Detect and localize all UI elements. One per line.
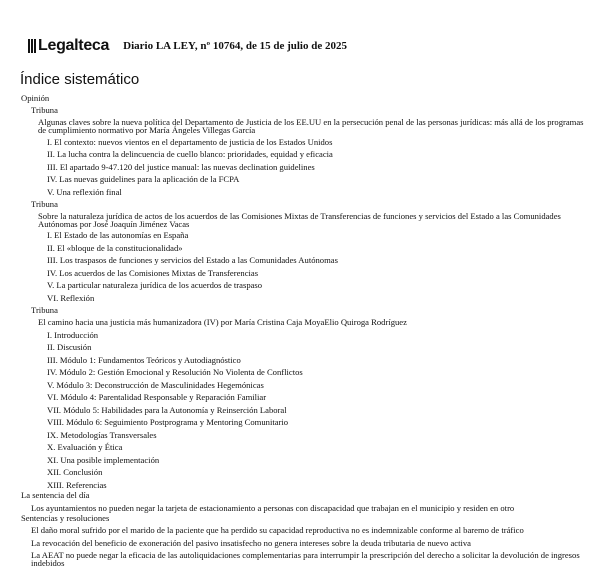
article-link[interactable]: La revocación del beneficio de exoneración del pasivo insatisfecho no genera intereses sobre la deuda tributaria de nuevo activa (31, 537, 472, 548)
article-item[interactable]: I. El Estado de las autonomías en España (47, 230, 189, 241)
article-link[interactable]: La AEAT no puede negar la eficacia de las autoliquidaciones complementarias para interrumpir la prescripción del derecho a solicitar la devolución de ingresos indebidos (31, 550, 580, 569)
legalteca-logo[interactable] (28, 38, 109, 54)
logo-bars-icon (28, 39, 36, 53)
article-item[interactable]: I. Introducción (47, 329, 99, 340)
article-item[interactable]: IX. Metodologías Transversales (47, 429, 157, 440)
article-item[interactable]: V. Una reflexión final (47, 186, 122, 197)
article-item[interactable]: II. El «bloque de la constitucionalidad» (47, 242, 183, 253)
logo-text: Legalteca (38, 37, 110, 54)
article-item[interactable]: III. Módulo 1: Fundamentos Teóricos y Autodiagnóstico (47, 354, 241, 365)
article-item[interactable]: VII. Módulo 5: Habilidades para la Autonomía y Reinserción Laboral (47, 404, 287, 415)
article-item[interactable]: V. La particular naturaleza jurídica de los acuerdos de traspaso (47, 280, 263, 291)
article-item[interactable]: VIII. Módulo 6: Seguimiento Postprograma y Mentoring Comunitario (47, 417, 289, 428)
document-header (28, 36, 347, 56)
journal-issue: Diario LA LEY, nº 10764, de 15 de julio de 2025 (123, 40, 347, 52)
index-content (0, 93, 606, 567)
page-title: Índice sistemático (20, 71, 140, 88)
subsection-tribuna: Tribuna (31, 305, 58, 316)
section-sentencia-del-dia: La sentencia del día (21, 490, 90, 501)
article-item[interactable]: VI. Reflexión (47, 292, 95, 303)
article-item[interactable]: XII. Conclusión (47, 467, 103, 478)
section-sentencias: Sentencias y resoluciones (21, 512, 110, 523)
article-item[interactable]: IV. Las nuevas guidelines para la aplicación de la FCPA (47, 174, 240, 185)
article-item[interactable]: IV. Módulo 2: Gestión Emocional y Resolución No Violenta de Conflictos (47, 367, 303, 378)
article-link[interactable]: Sobre la naturaleza jurídica de actos de los acuerdos de las Comisiones Mixtas de Transferencias de funciones y servicios del Estado a las Comunidades Autónomas por José Joaquín Jiménez Vacas (38, 211, 561, 230)
article-link[interactable]: Algunas claves sobre la nueva política del Departamento de Justicia de los EE.UU en la persecución penal de las personas jurídicas: más allá de los programas de cumplimiento normativo por María Ángeles Villegas García (38, 117, 584, 136)
section-opinion: Opinión (21, 93, 50, 103)
subsection-tribuna: Tribuna (31, 198, 58, 209)
article-item[interactable]: V. Módulo 3: Deconstrucción de Masculinidades Hegemónicas (47, 379, 264, 390)
article-item[interactable]: X. Evaluación y Ética (47, 442, 123, 453)
article-link[interactable]: El daño moral sufrido por el marido de la paciente que ha perdido su capacidad reproductiva no es indemnizable conforme al baremo de tráfico (31, 525, 524, 536)
article-item[interactable]: II. Discusión (47, 342, 92, 353)
article-item[interactable]: VI. Módulo 4: Parentalidad Responsable y Reparación Familiar (47, 392, 267, 403)
article-item[interactable]: I. El contexto: nuevos vientos en el departamento de justicia de los Estados Unidos (47, 136, 333, 147)
article-item[interactable]: III. Los traspasos de funciones y servicios del Estado a las Comunidades Autónomas (47, 255, 338, 266)
article-item[interactable]: II. La lucha contra la delincuencia de cuello blanco: prioridades, equidad y eficacia (47, 149, 333, 160)
article-item[interactable]: XIII. Referencias (47, 479, 107, 490)
article-item[interactable]: III. El apartado 9-47.120 del justice manual: las nuevas declination guidelines (47, 161, 315, 172)
article-item[interactable]: XI. Una posible implementación (47, 454, 160, 465)
subsection-tribuna: Tribuna (31, 105, 58, 116)
article-link[interactable]: Los ayuntamientos no pueden negar la tarjeta de estacionamiento a personas con discapacidad que trabajan en el municipio y residen en otro (31, 502, 515, 513)
article-item[interactable]: IV. Los acuerdos de las Comisiones Mixtas de Transferencias (47, 267, 259, 278)
article-link[interactable]: El camino hacia una justicia más humanizadora (IV) por María Cristina Caja MoyaElio Quiroga Rodríguez (38, 317, 407, 328)
